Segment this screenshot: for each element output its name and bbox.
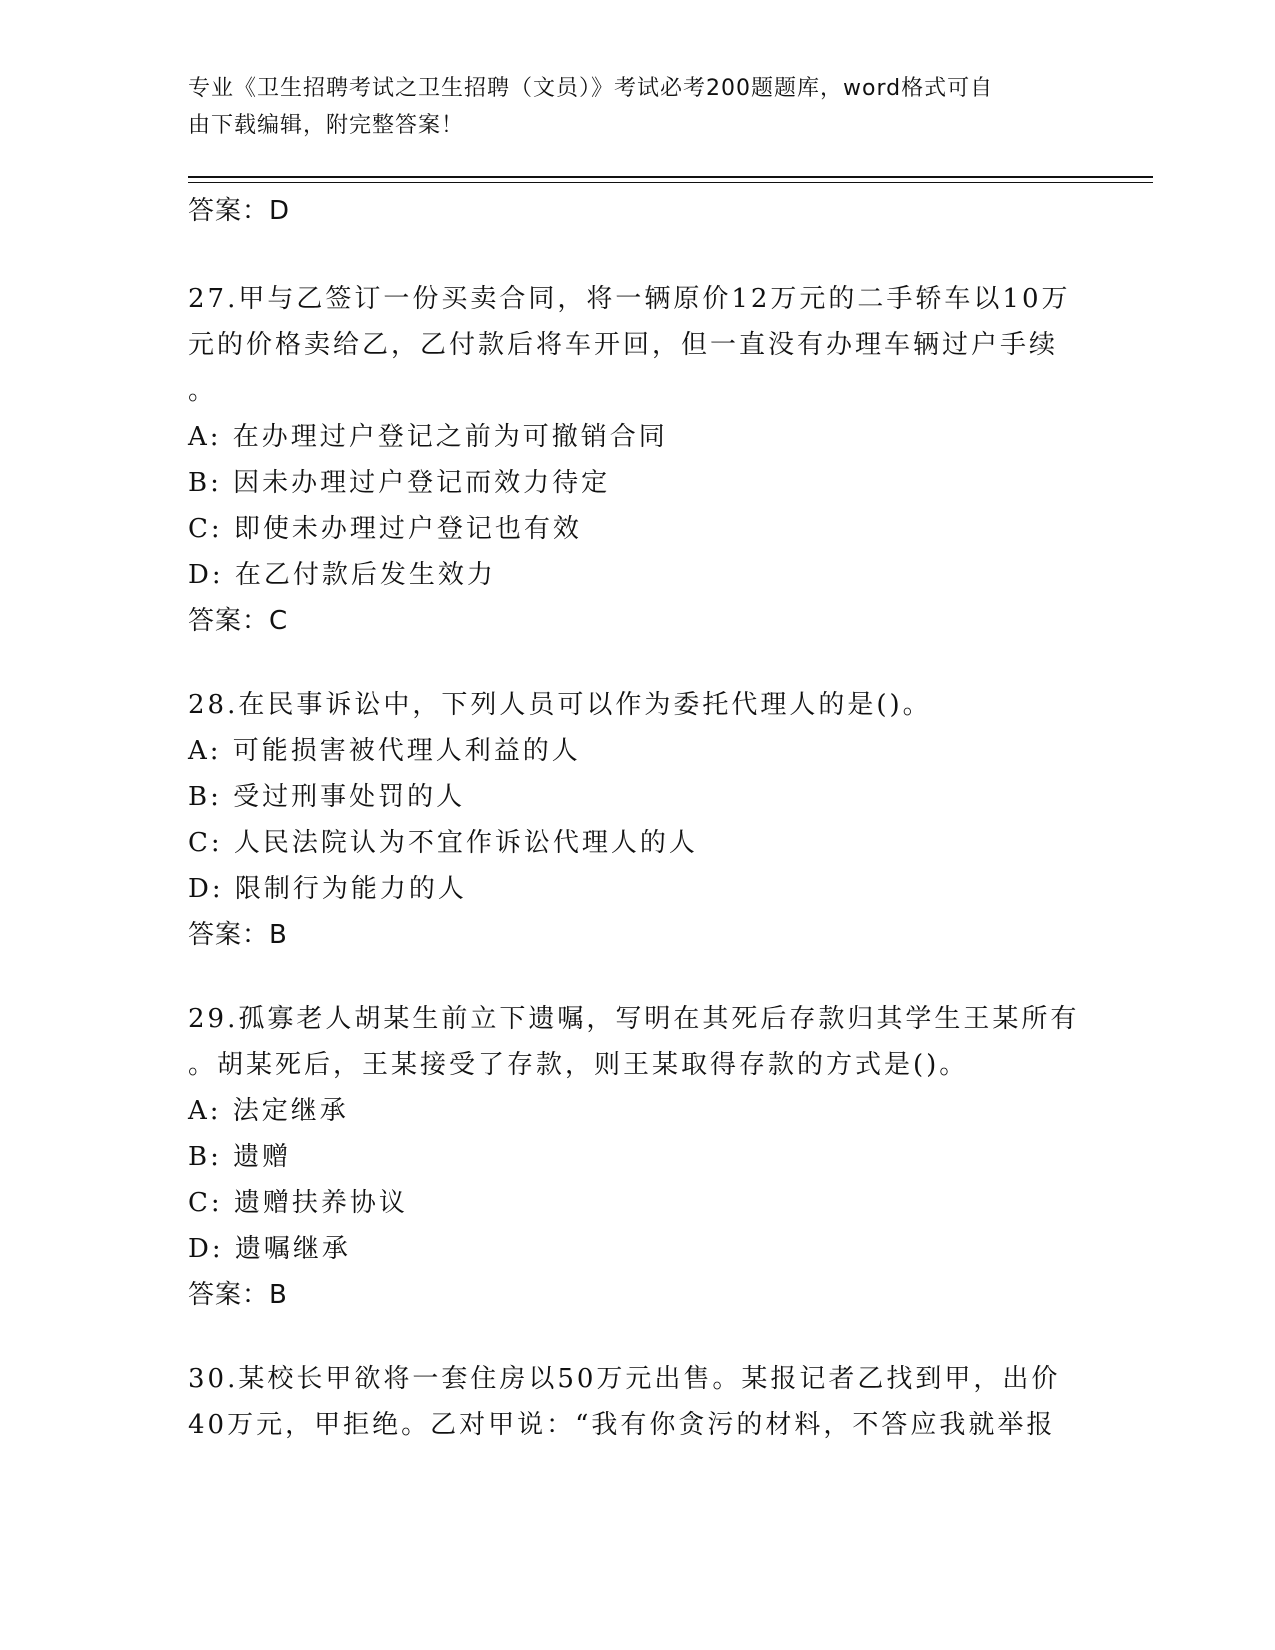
- question-28: [188, 682, 1088, 958]
- option-d: D: 遗嘱继承: [188, 1234, 351, 1264]
- header-line-2: 由下载编辑，附完整答案！: [188, 113, 465, 138]
- question-30: [188, 1356, 1088, 1448]
- stem-line: 。胡某死后，王某接受了存款，则王某取得存款的方式是()。: [188, 1050, 969, 1080]
- option-b: B: 因未办理过户登记而效力待定: [188, 468, 611, 498]
- document-header: [188, 70, 1068, 144]
- stem-line: 。: [188, 376, 218, 406]
- stem-line: 40万元，甲拒绝。乙对甲说：“我有你贪污的材料，不答应我就举报: [188, 1410, 1056, 1440]
- answer-label: 答案：B: [188, 1280, 288, 1310]
- option-a: A: 可能损害被代理人利益的人: [188, 736, 581, 766]
- option-b: B: 受过刑事处罚的人: [188, 782, 466, 812]
- option-b: B: 遗赠: [188, 1142, 292, 1172]
- option-a: A: 在办理过户登记之前为可撤销合同: [188, 422, 668, 452]
- question-stem: [188, 682, 1088, 728]
- answer-label: 答案：B: [188, 920, 288, 950]
- option-a: A: 法定继承: [188, 1096, 349, 1126]
- header-divider-thin: [188, 182, 1153, 183]
- stem-line: 27.甲与乙签订一份买卖合同，将一辆原价12万元的二手轿车以10万: [188, 284, 1071, 314]
- option-c: C: 遗赠扶养协议: [188, 1188, 408, 1218]
- answer-label: 答案：C: [188, 606, 289, 636]
- previous-answer: 答案：D: [188, 196, 291, 226]
- header-divider-thick: [188, 176, 1153, 178]
- question-stem: [188, 1356, 1088, 1448]
- header-line-1: 专业《卫生招聘考试之卫生招聘（文员）》考试必考200题题库，word格式可自: [188, 76, 994, 101]
- stem-line: 28.在民事诉讼中，下列人员可以作为委托代理人的是()。: [188, 690, 932, 720]
- question-27: [188, 276, 1088, 644]
- option-d: D: 在乙付款后发生效力: [188, 560, 496, 590]
- question-stem: [188, 276, 1088, 414]
- document-body: [188, 188, 1088, 1486]
- stem-line: 29.孤寡老人胡某生前立下遗嘱，写明在其死后存款归其学生王某所有: [188, 1004, 1080, 1034]
- option-c: C: 即使未办理过户登记也有效: [188, 514, 582, 544]
- stem-line: 元的价格卖给乙，乙付款后将车开回，但一直没有办理车辆过户手续: [188, 330, 1059, 360]
- question-29: [188, 996, 1088, 1318]
- question-stem: [188, 996, 1088, 1088]
- option-c: C: 人民法院认为不宜作诉讼代理人的人: [188, 828, 698, 858]
- stem-line: 30.某校长甲欲将一套住房以50万元出售。某报记者乙找到甲，出价: [188, 1364, 1061, 1394]
- option-d: D: 限制行为能力的人: [188, 874, 467, 904]
